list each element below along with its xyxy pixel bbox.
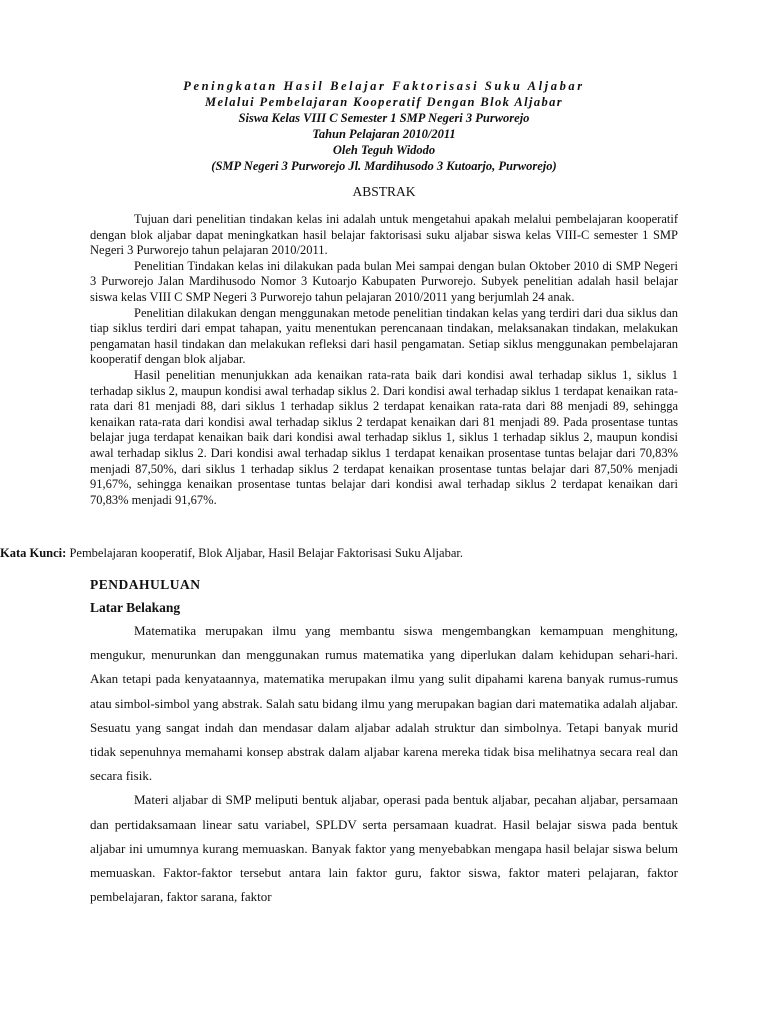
body-paragraph: Matematika merupakan ilmu yang membantu siswa mengembangkan kemampuan menghitung, mengukur, menurunkan dan menggunakan rumus matematika yang diperlukan dalam kehidupan sehari-hari. Akan tetapi pada kenyataannya, matematika merupakan ilmu yang sulit dipahami karena banyak rumus-rumus atau simbol-simbol yang abstrak. Salah satu bidang ilmu yang merupakan bagian dari matematika adalah aljabar. Sesuatu yang sangat indah dan mendasar dalam aljabar adalah struktur dan simbolnya. Tetapi banyak murid tidak sepenuhnya memahami konsep abstrak dalam aljabar karena mereka tidak bisa melihatnya secara real dan secara fisik. [90, 623, 678, 784]
abstract-paragraph: Hasil penelitian menunjukkan ada kenaikan rata-rata baik dari kondisi awal terhadap siklus 1, siklus 1 terhadap siklus 2, maupun kondisi awal terhadap siklus 2. Dari kondisi awal terhadap siklus 1 terdapat kenaikan rata-rata dari 81 menjadi 88, dari siklus 1 terhadap siklus 2 terdapat kenaikan rata-rata dari 88 menjadi 89, sehingga kenaikan rata-rata dari kondisi awal terhadap siklus 2 terdapat kenaikan dari 81 menjadi 89. Pada prosentase tuntas belajar juga terdapat kenaikan baik dari kondisi awal terhadap siklus 1, siklus 1 terhadap siklus 2, maupun kondisi awal terhadap siklus 2. Dari kondisi awal terhadap siklus 1 terdapat kenaikan prosentase tuntas belajar dari 70,83% menjadi 87,50%, dari siklus 1 terhadap siklus 2 terdapat kenaikan prosentase tuntas belajar dari 87,50% menjadi 91,67%, sehingga kenaikan prosentase tuntas belajar dari kondisi awal terhadap siklus 2 terdapat kenaikan dari 70,83% menjadi 91,67%. [90, 367, 678, 507]
paper-title-block [90, 78, 678, 174]
abstract-paragraph: Tujuan dari penelitian tindakan kelas ini adalah untuk mengetahui apakah melalui pembelajaran kooperatif dengan blok aljabar dapat meningkatkan hasil belajar faktorisasi suku aljabar siswa kelas VIII-C semester 1 SMP Negeri 3 Purworejo tahun pelajaran 2010/2011. [90, 212, 678, 258]
abstract-paragraph: Penelitian dilakukan dengan menggunakan metode penelitian tindakan kelas yang terdiri dari dua siklus dan tiap siklus terdiri dari empat tahapan, yaitu menentukan perencanaan tindakan, melaksanakan tindakan, melakukan pengamatan hasil tindakan dan melakukan refleksi dari hasil pengamatan. Setiap siklus menggunakan pembelajaran kooperatif dengan blok aljabar. [90, 305, 678, 367]
paper-affiliation: (SMP Negeri 3 Purworejo Jl. Mardihusodo 3 Kutoarjo, Purworejo) [211, 159, 557, 173]
keywords-text: Pembelajaran kooperatif, Blok Aljabar, Hasil Belajar Faktorisasi Suku Aljabar. [66, 546, 463, 560]
section-body [90, 619, 678, 909]
keywords-label: Kata Kunci: [0, 546, 67, 560]
paper-title-line-2: Melalui Pembelajaran Kooperatif Dengan Blok Aljabar [204, 95, 564, 109]
paper-title-line-4: Tahun Pelajaran 2010/2011 [312, 127, 456, 141]
keywords-line [0, 545, 700, 561]
abstract-paragraph: Penelitian Tindakan kelas ini dilakukan pada bulan Mei sampai dengan bulan Oktober 2010 di SMP Negeri 3 Purworejo Jalan Mardihusodo Nomor 3 Kutoarjo Kabupaten Purworejo. Subyek penelitian adalah hasil belajar siswa kelas VIII C SMP Negeri 3 Purworejo tahun pelajaran 2010/2011 yang berjumlah 24 anak. [90, 258, 678, 304]
section-heading: PENDAHULUAN [90, 577, 201, 592]
paper-author: Oleh Teguh Widodo [332, 143, 436, 157]
abstract-body [90, 212, 678, 508]
abstract-heading: ABSTRAK [352, 184, 416, 199]
paper-title-line-1: Peningkatan Hasil Belajar Faktorisasi Suku Aljabar [183, 79, 585, 93]
paper-title-line-3: Siswa Kelas VIII C Semester 1 SMP Negeri 3 Purworejo [238, 111, 530, 125]
body-paragraph: Materi aljabar di SMP meliputi bentuk aljabar, operasi pada bentuk aljabar, pecahan aljabar, persamaan dan pertidaksamaan linear satu variabel, SPLDV serta persamaan kuadrat. Hasil belajar siswa pada bentuk aljabar ini umumnya kurang memuaskan. Banyak faktor yang menyebabkan mengapa hasil belajar siswa belum memuaskan. Faktor-faktor tersebut antara lain faktor guru, faktor siswa, faktor materi pelajaran, faktor pembelajaran, faktor sarana, faktor [90, 792, 678, 905]
section-subheading: Latar Belakang [90, 600, 181, 615]
